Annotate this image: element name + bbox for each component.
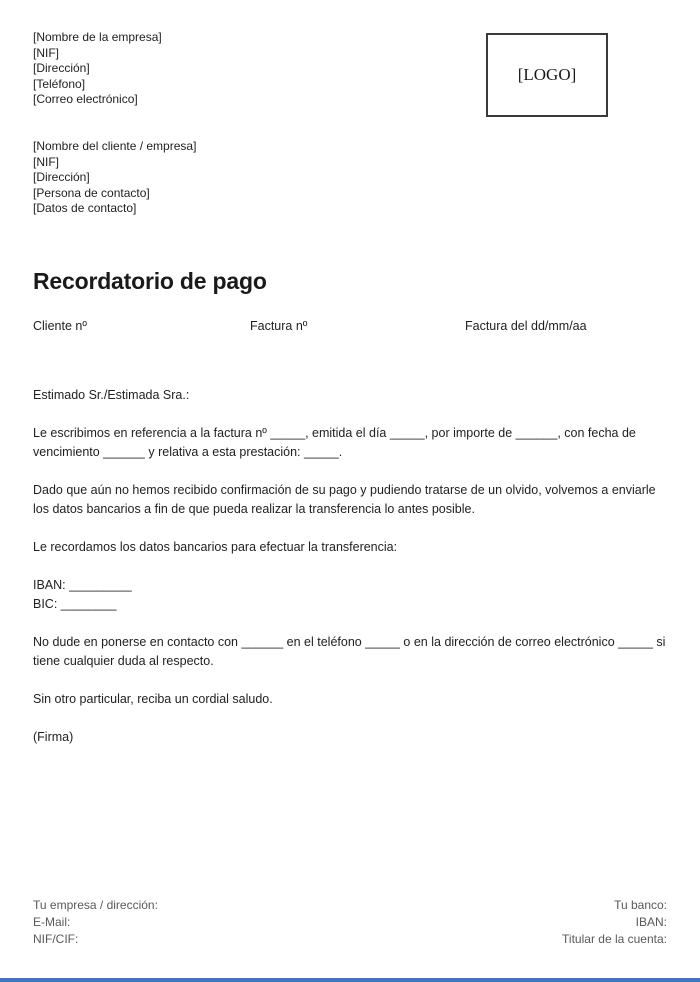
footer-nif-cif-label: NIF/CIF: bbox=[33, 932, 79, 946]
sender-company-name: [Nombre de la empresa] bbox=[33, 30, 162, 44]
logo-placeholder-label: [LOGO] bbox=[517, 65, 577, 84]
footer-bank-label: Tu banco: bbox=[614, 898, 667, 912]
page-title: Recordatorio de pago bbox=[33, 268, 267, 294]
footer-company-address-label: Tu empresa / dirección: bbox=[33, 898, 158, 912]
footer-bank-column bbox=[562, 897, 667, 948]
footer-company-column bbox=[33, 897, 158, 948]
invoice-number-label: Factura nº bbox=[250, 319, 308, 333]
client-number-label: Cliente nº bbox=[33, 319, 87, 333]
paragraph-invoice-reference: Le escribimos en referencia a la factura nº _____, emitida el día _____, por importe de ______, con fecha de vencimiento ______ y relativa a esta prestación: _____. bbox=[33, 426, 636, 459]
footer-account-holder-label: Titular de la cuenta: bbox=[562, 932, 667, 946]
signature-placeholder: (Firma) bbox=[33, 730, 74, 744]
sender-email: [Correo electrónico] bbox=[33, 92, 138, 107]
footer-email-label: E-Mail: bbox=[33, 915, 71, 929]
recipient-nif: [NIF] bbox=[33, 154, 59, 169]
recipient-address: [Dirección] bbox=[33, 170, 90, 185]
sender-address-block bbox=[33, 30, 162, 108]
sender-nif: [NIF] bbox=[33, 45, 59, 60]
bank-details bbox=[33, 576, 669, 614]
sender-address: [Dirección] bbox=[33, 61, 90, 76]
letter-body bbox=[33, 386, 669, 766]
salutation: Estimado Sr./Estimada Sra.: bbox=[33, 388, 190, 402]
recipient-name: [Nombre del cliente / empresa] bbox=[33, 139, 197, 153]
iban-line: IBAN: _________ bbox=[33, 578, 132, 592]
recipient-contact-data: [Datos de contacto] bbox=[33, 201, 137, 216]
recipient-contact-person: [Persona de contacto] bbox=[33, 185, 150, 200]
invoice-date-label: Factura del dd/mm/aa bbox=[465, 319, 587, 333]
bic-line: BIC: ________ bbox=[33, 597, 117, 611]
closing-line: Sin otro particular, reciba un cordial saludo. bbox=[33, 692, 273, 706]
logo-box bbox=[486, 33, 608, 117]
paragraph-bank-intro: Le recordamos los datos bancarios para efectuar la transferencia: bbox=[33, 540, 398, 554]
paragraph-payment-reminder: Dado que aún no hemos recibido confirmación de su pago y pudiendo tratarse de un olvido, volvemos a enviarle los datos bancarios a fin de que pueda realizar la transferencia lo antes posible. bbox=[33, 483, 656, 516]
sender-phone: [Teléfono] bbox=[33, 76, 86, 91]
page-accent-bar bbox=[0, 978, 700, 982]
paragraph-contact-info: No dude en ponerse en contacto con ______ en el teléfono _____ o en la dirección de correo electrónico _____ si tiene cualquier duda al respecto. bbox=[33, 635, 666, 668]
footer-iban-label: IBAN: bbox=[635, 915, 667, 929]
recipient-address-block bbox=[33, 139, 196, 217]
